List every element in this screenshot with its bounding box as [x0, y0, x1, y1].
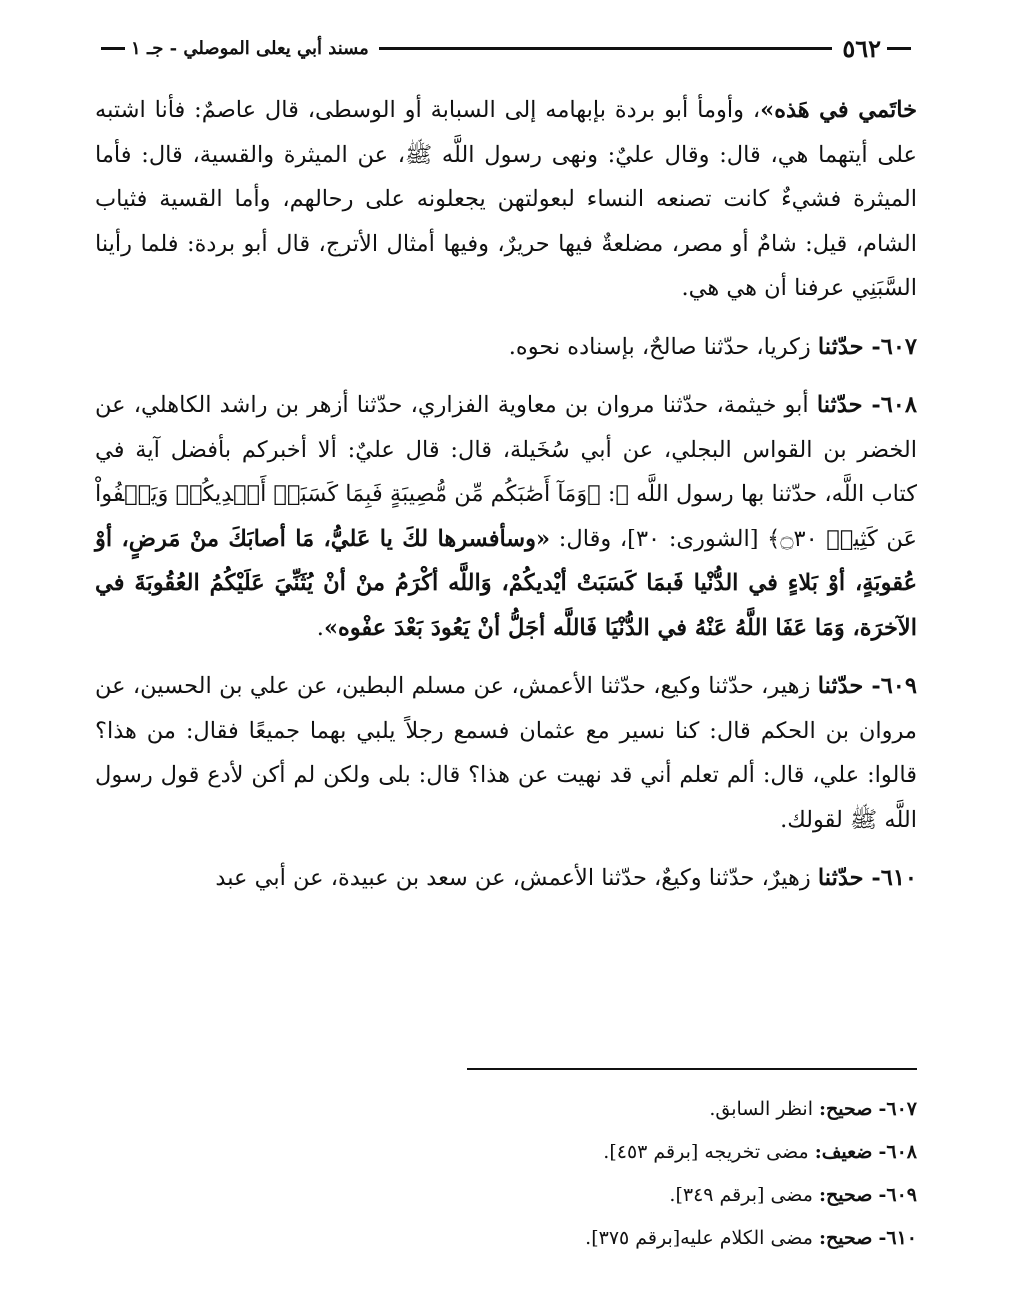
footnote-text: مضى تخريجه [برقم ٤٥٣].	[603, 1141, 809, 1163]
paragraph-text: زهير، حدّثنا وكيع، حدّثنا الأعمش، عن مسلم البطين، عن علي بن الحسين، عن مروان بن الحكم قال: كنا نسير مع عثمان فسمع رجلاً يلبي بهما جميعًا فقال: من هذا؟ قالوا: علي، قال: ألم تعلم أني قد نهيت عن هذا؟ قال: بلى ولكن لم أكن لأدع قول رسول اللَّه ﷺ لقولك.	[95, 673, 917, 833]
hadith-number: ٦٠٨- حدّثنا	[816, 392, 917, 418]
footnote	[95, 1174, 917, 1217]
hadith-607	[95, 325, 917, 370]
hadith-number: ٦٠٧- حدّثنا	[817, 333, 917, 360]
footnote	[95, 1217, 917, 1260]
page-number: ٥٦٢	[842, 33, 881, 63]
hadith-610	[95, 856, 917, 901]
paragraph-text: أبو خيثمة، حدّثنا مروان بن معاوية الفزاري، حدّثنا أزهر بن راشد الكاهلي، عن الخضر بن القواس البجلي، عن أبي سُخَيلة، قال: قال عليٌ: ألا أخبركم بأفضل آية في كتاب اللَّه، حدّثنا بها رسول اللَّه ﷺ: ﴿وَمَآ أَصَٰبَكُم مِّن مُّصِيبَةٍ فَبِمَا كَسَبَتۡ أَيۡدِيكُمۡ وَيَعۡفُواْ عَن كَثِيرٖ ۝٣٠﴾ [الشورى: ٣٠]، وقال:	[95, 392, 917, 552]
footnote-grade: صحيح:	[819, 1098, 873, 1120]
header-dash-left	[101, 47, 125, 50]
footnote-grade: صحيح:	[819, 1184, 873, 1206]
footnote-grade: صحيح:	[819, 1227, 873, 1249]
footnote-number: ٦٠٧-	[878, 1098, 917, 1120]
hadith-number: ٦٠٩- حدّثنا	[817, 673, 917, 699]
footnote-text: انظر السابق.	[709, 1098, 813, 1120]
paragraph-text: ، وأومأ أبو بردة بإبهامه إلى السبابة أو الوسطى، قال عاصمٌ: فأنا اشتبه على أيتهما هي، قال: وقال عليٌ: ونهى رسول اللَّه ﷺ، عن الميثرة والقسية، قال: فأما الميثرة فشيءٌ كانت تصنعه النساء لبعولتهن يجعلونه على رحالهم، وأما القسية فثياب الشام، قيل: شامٌ أو مصر، مضلعةٌ فيها حريرٌ، وفيها أمثال الأترج، قال أبو بردة: فلما رأينا السَّبَنِي عرفنا أن هي هي.	[95, 97, 917, 301]
footnote-number: ٦٠٩-	[878, 1184, 917, 1206]
hadith-quote: خاتَمي في هَذه»	[760, 97, 917, 123]
paragraph-text: زهيرٌ، حدّثنا وكيعٌ، حدّثنا الأعمش، عن سعد بن عبيدة، عن أبي عبد	[215, 865, 818, 891]
footnote-text: مضى [برقم ٣٤٩].	[669, 1184, 813, 1206]
paragraph-text: زكريا، حدّثنا صالحٌ، بإسناده نحوه.	[508, 333, 818, 360]
footnote	[95, 1131, 917, 1174]
paragraph-continuation	[95, 88, 917, 311]
running-header	[95, 28, 917, 68]
hadith-609	[95, 664, 917, 842]
footnote-number: ٦٠٨-	[878, 1141, 917, 1163]
running-title: مسند أبي يعلى الموصلي - جـ ١	[131, 37, 369, 59]
footnote-separator	[467, 1068, 917, 1070]
hadith-number: ٦١٠- حدّثنا	[817, 865, 917, 891]
footnotes	[95, 1088, 917, 1260]
hadith-quote: «وسأفسرها لكَ يا عَليُّ، مَا أصابَكَ منْ مَرضٍ، أوْ عُقوبَةٍ، أوْ بَلاءٍ في الدُّنْيا فَبمَا كَسَبَتْ أيْديكُمْ، وَاللَّه أكْرَمُ منْ أنْ يُثَنِّيَ عَلَيْكُمُ العُقُوبَةَ في الآخرَة، وَمَا عَفَا اللَّهُ عَنْهُ في الدُّنْيَا فَاللَّه أجَلُّ أنْ يَعُودَ بَعْدَ عفْوه»	[95, 525, 917, 641]
paragraph-text: .	[316, 614, 324, 641]
header-rule	[379, 47, 833, 50]
main-text	[95, 88, 917, 915]
header-dash-right	[887, 47, 911, 50]
footnote-grade: ضعيف:	[814, 1141, 873, 1163]
footnote-text: مضى الكلام عليه[برقم ٣٧٥].	[585, 1227, 813, 1249]
book-page	[95, 20, 917, 1296]
footnote	[95, 1088, 917, 1131]
footnote-number: ٦١٠-	[878, 1227, 917, 1249]
hadith-608	[95, 383, 917, 650]
